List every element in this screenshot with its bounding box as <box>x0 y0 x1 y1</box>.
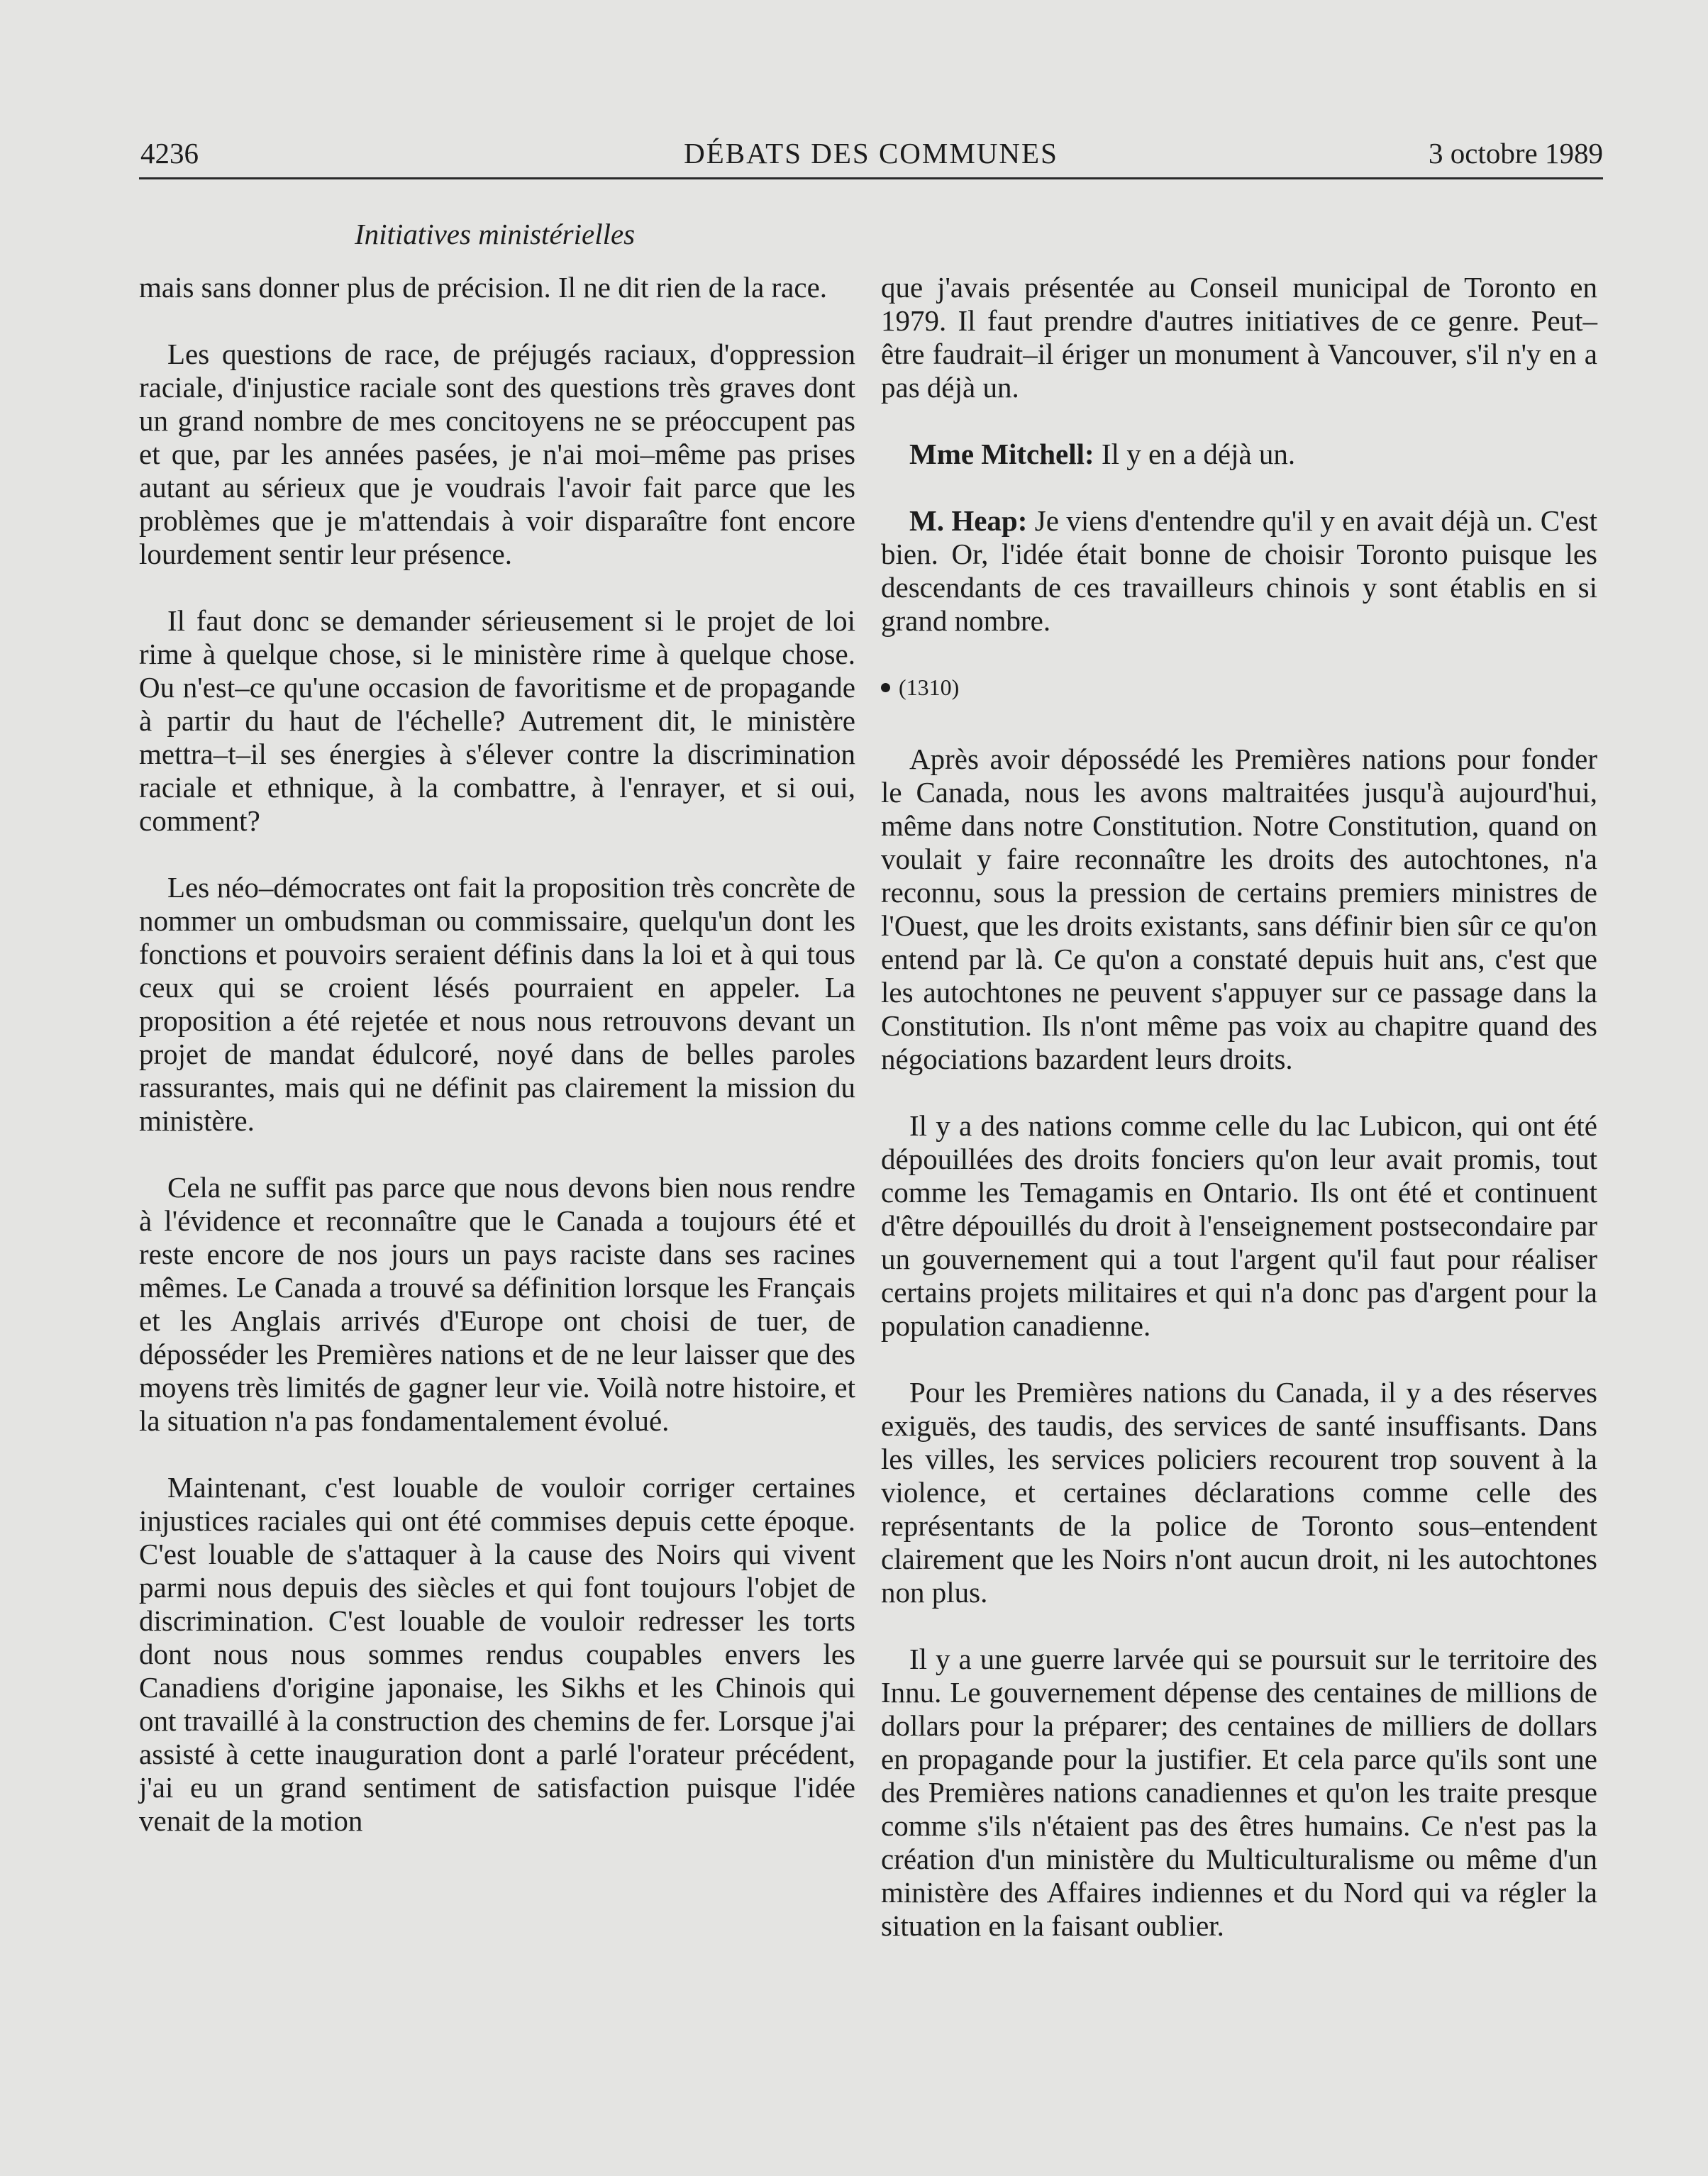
speaker-name: M. Heap: <box>909 504 1028 537</box>
bullet-icon <box>881 683 890 692</box>
time-marker-text: (1310) <box>899 675 960 700</box>
section-title: Initiatives ministérielles <box>355 218 636 250</box>
publication-title: DÉBATS DES COMMUNES <box>684 137 1058 170</box>
paragraph: Il faut donc se demander sérieusement si le projet de loi rime à quelque chose, si le ministère rime à quelque chose. Ou n'est–ce qu'une occasion de favoritisme et de propagande à partir du haut de l'échelle? Autrement dit, le ministère mettra–t–il ses énergies à s'élever contre la discrimination raciale et ethnique, à la combattre, à l'enrayer, et si oui, comment? <box>139 604 855 837</box>
paragraph: Les néo–démocrates ont fait la proposition très concrète de nommer un ombudsman ou commissaire, quelqu'un dont les fonctions et pouvoirs seraient définis dans la loi et à qui tous ceux qui se croient lésés pourraient en appeler. La proposition a été rejetée et nous nous retrouvons devant un projet de mandat édulcoré, noyé dans de belles paroles rassurantes, mais qui ne définit pas clairement la mission du ministère. <box>139 871 855 1137</box>
speaker-name: Mme Mitchell: <box>909 438 1094 470</box>
right-column <box>881 271 1597 1943</box>
speech-text: Je viens d'entendre qu'il y en avait déjà un. C'est bien. Or, l'idée était bonne de choisir Toronto puisque les descendants de ces travailleurs chinois y sont établis en si grand nombre. <box>881 504 1597 637</box>
speech-heap <box>881 504 1597 638</box>
speech-mitchell <box>881 438 1597 471</box>
paragraph: Il y a des nations comme celle du lac Lubicon, qui ont été dépouillées des droits fonciers qu'on leur avait promis, tout comme les Temagamis en Ontario. Ils ont été et continuent d'être dépouillés du droit à l'enseignement postsecondaire par un gouvernement qui a tout l'argent qu'il faut pour réaliser certains projets militaires et qui n'a donc pas d'argent pour la population canadienne. <box>881 1109 1597 1342</box>
speech-text: Il y en a déjà un. <box>1094 438 1296 470</box>
paragraph: Après avoir dépossédé les Premières nations pour fonder le Canada, nous les avons maltraitées jusqu'à aujourd'hui, même dans notre Constitution. Notre Constitution, quand on voulait y faire reconnaître les droits des autochtones, n'a reconnu, sous la pression de certains premiers ministres de l'Ouest, que les droits existants, sans définir bien sûr ce qu'on entend par là. Ce qu'on a constaté depuis huit ans, c'est que les autochtones ne peuvent s'appuyer sur ce passage dans la Constitution. Ils n'ont même pas voix au chapitre quand des négociations bazardent leurs droits. <box>881 743 1597 1075</box>
paragraph: Cela ne suffit pas parce que nous devons bien nous rendre à l'évidence et reconnaître que le Canada a toujours été et reste encore de nos jours un pays raciste dans ses racines mêmes. Le Canada a trouvé sa définition lorsque les Français et les Anglais arrivés d'Europe ont choisi de tuer, de déposséder les Premières nations et de ne leur laisser que des moyens très limités de gagner leur vie. Voilà notre histoire, et la situation n'a pas fondamentalement évolué. <box>139 1171 855 1437</box>
page-number: 4236 <box>140 137 199 170</box>
header-date: 3 octobre 1989 <box>1429 137 1603 170</box>
paragraph: Pour les Premières nations du Canada, il y a des réserves exiguës, des taudis, des services de santé insuffisants. Dans les villes, les services policiers recourent trop souvent à la violence, et certaines déclarations comme celle des représentants de la police de Toronto sous–entendent clairement que les Noirs n'ont aucun droit, ni les autochtones non plus. <box>881 1376 1597 1609</box>
time-marker <box>881 671 1597 704</box>
paragraph: Il y a une guerre larvée qui se poursuit sur le territoire des Innu. Le gouvernement dépense des centaines de millions de dollars pour la préparer; des centaines de milliers de dollars en propagande pour la justifier. Et cela parce qu'ils sont une des Premières nations canadiennes et qu'on les traite presque comme s'ils n'étaient pas des êtres humains. Ce n'est pas la création d'un ministère du Multiculturalisme ou même d'un ministère des Affaires indiennes et du Nord qui va régler la situation en la faisant oublier. <box>881 1643 1597 1942</box>
paragraph: Les questions de race, de préjugés raciaux, d'oppression raciale, d'injustice raciale sont des questions très graves dont un grand nombre de mes concitoyens ne se préoccupent pas et que, par les années pasées, je n'ai moi–même pas prises autant au sérieux que je voudrais l'avoir fait parce que les problèmes que je m'attendais à voir disparaître font encore lourdement sentir leur présence. <box>139 338 855 570</box>
paragraph: mais sans donner plus de précision. Il ne dit rien de la race. <box>139 271 828 304</box>
paragraph: Maintenant, c'est louable de vouloir corriger certaines injustices raciales qui ont été commises depuis cette époque. C'est louable de s'attaquer à la cause des Noirs qui vivent parmi nous depuis des siècles et qui font toujours l'objet de discrimination. C'est louable de vouloir redresser les torts dont nous nous sommes rendus coupables envers les Canadiens d'origine japonaise, les Sikhs et les Chinois qui ont travaillé à la construction des chemins de fer. Lorsque j'ai assisté à cette inauguration dont a parlé l'orateur précédent, j'ai eu un grand sentiment de satisfaction puisque l'idée venait de la motion <box>139 1471 855 1837</box>
left-column <box>139 271 855 1838</box>
running-header <box>139 135 1603 179</box>
paragraph: que j'avais présentée au Conseil municipal de Toronto en 1979. Il faut prendre d'autres initiatives de ce genre. Peut–être faudrait–il ériger un monument à Vancouver, s'il n'y en a pas déjà un. <box>881 271 1597 404</box>
